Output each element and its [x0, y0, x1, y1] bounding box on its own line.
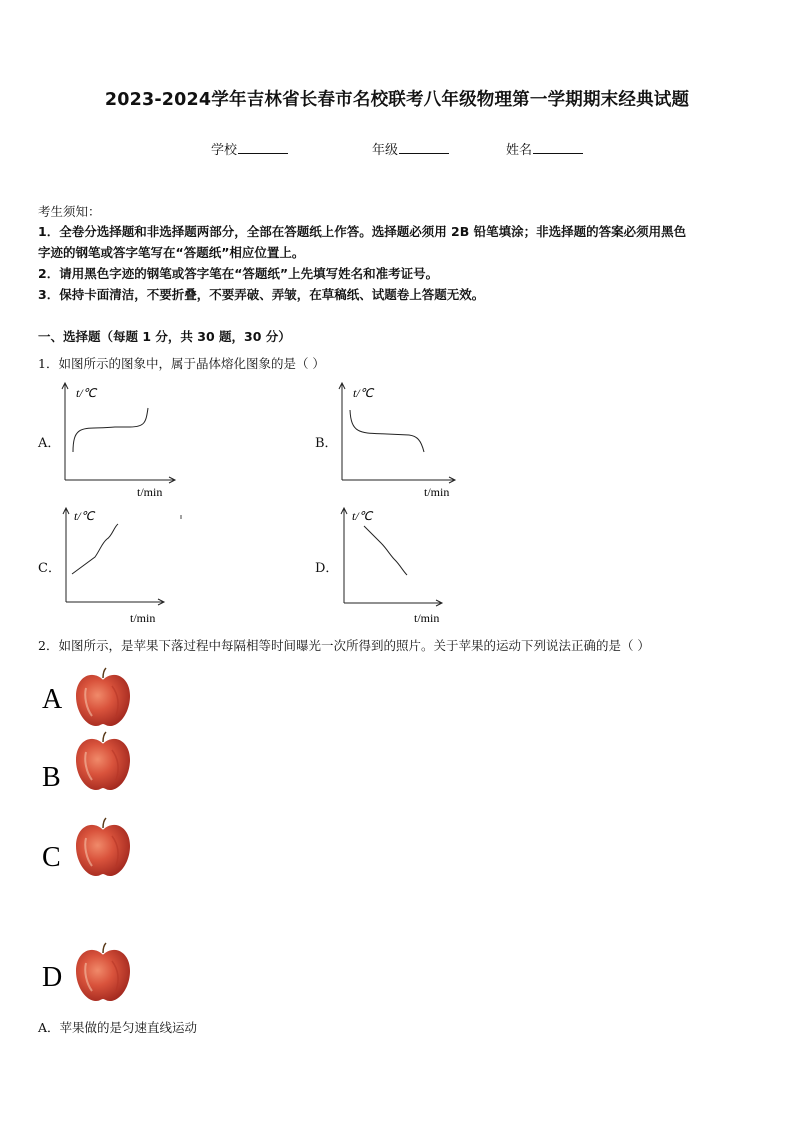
notice-item-1: 1．全卷分选择题和非选择题两部分，全部在答题纸上作答。选择题必须用 2B 铅笔填涂；非选择题的答案必须用黑色	[38, 224, 687, 239]
grade-field[interactable]	[372, 139, 449, 158]
q1-graph-a	[60, 380, 180, 500]
grade-blank[interactable]	[399, 140, 449, 154]
q1-graph-c	[60, 505, 185, 625]
y-axis-label: t/℃	[74, 509, 95, 523]
notice-label: 考生须知：	[38, 204, 101, 219]
q1-option-d-label: D．	[315, 561, 339, 576]
x-axis-label: t/min	[424, 485, 450, 499]
q1-option-c-label: C．	[38, 561, 61, 576]
exam-title: 2023-2024学年吉林省长春市名校联考八年级物理第一学期期末经典试题	[104, 90, 690, 110]
y-axis-label: t/℃	[352, 509, 373, 523]
y-axis-label: t/℃	[353, 386, 374, 400]
school-field[interactable]	[211, 139, 288, 158]
name-blank[interactable]	[533, 140, 583, 154]
school-label: 学校	[211, 143, 238, 158]
apple-position-d	[76, 943, 130, 1001]
grade-label: 年级	[372, 143, 399, 158]
q1-graph-d	[337, 505, 462, 625]
q1-option-b-label: B．	[315, 436, 338, 451]
x-axis-label: t/min	[137, 485, 163, 499]
apple-label-a: A	[42, 684, 63, 715]
q1-graph-b	[337, 380, 462, 500]
question-1-text: 1．如图所示的图象中，属于晶体熔化图象的是（ ）	[38, 356, 325, 371]
x-axis-label: t/min	[130, 611, 156, 625]
apple-label-c: C	[42, 842, 61, 873]
apple-position-b	[76, 732, 130, 790]
question-2-text: 2．如图所示，是苹果下落过程中每隔相等时间曝光一次所得到的照片。关于苹果的运动下列说法正确的是（ ）	[38, 638, 650, 653]
apple-fall-photo	[36, 664, 146, 1009]
school-blank[interactable]	[238, 140, 288, 154]
notice-item-3: 3．保持卡面清洁，不要折叠，不要弄破、弄皱，在草稿纸、试题卷上答题无效。	[38, 287, 485, 302]
apple-label-d: D	[42, 962, 63, 993]
section-heading: 一、选择题（每题 1 分，共 30 题，30 分）	[38, 329, 291, 344]
notice-item-2: 2．请用黑色字迹的钢笔或答字笔在“答题纸”上先填写姓名和准考证号。	[38, 266, 439, 281]
apple-position-a	[76, 668, 130, 726]
q1-option-a-label: A．	[38, 436, 61, 451]
apple-position-c	[76, 818, 130, 876]
y-axis-label: t/℃	[76, 386, 97, 400]
name-field[interactable]	[506, 139, 583, 158]
q2-option-a[interactable]: A．苹果做的是匀速直线运动	[38, 1020, 198, 1035]
name-label: 姓名	[506, 143, 533, 158]
apple-label-b: B	[42, 762, 61, 793]
notice-item-1-cont: 字迹的钢笔或答字笔写在“答题纸”相应位置上。	[38, 245, 305, 260]
x-axis-label: t/min	[414, 611, 440, 625]
